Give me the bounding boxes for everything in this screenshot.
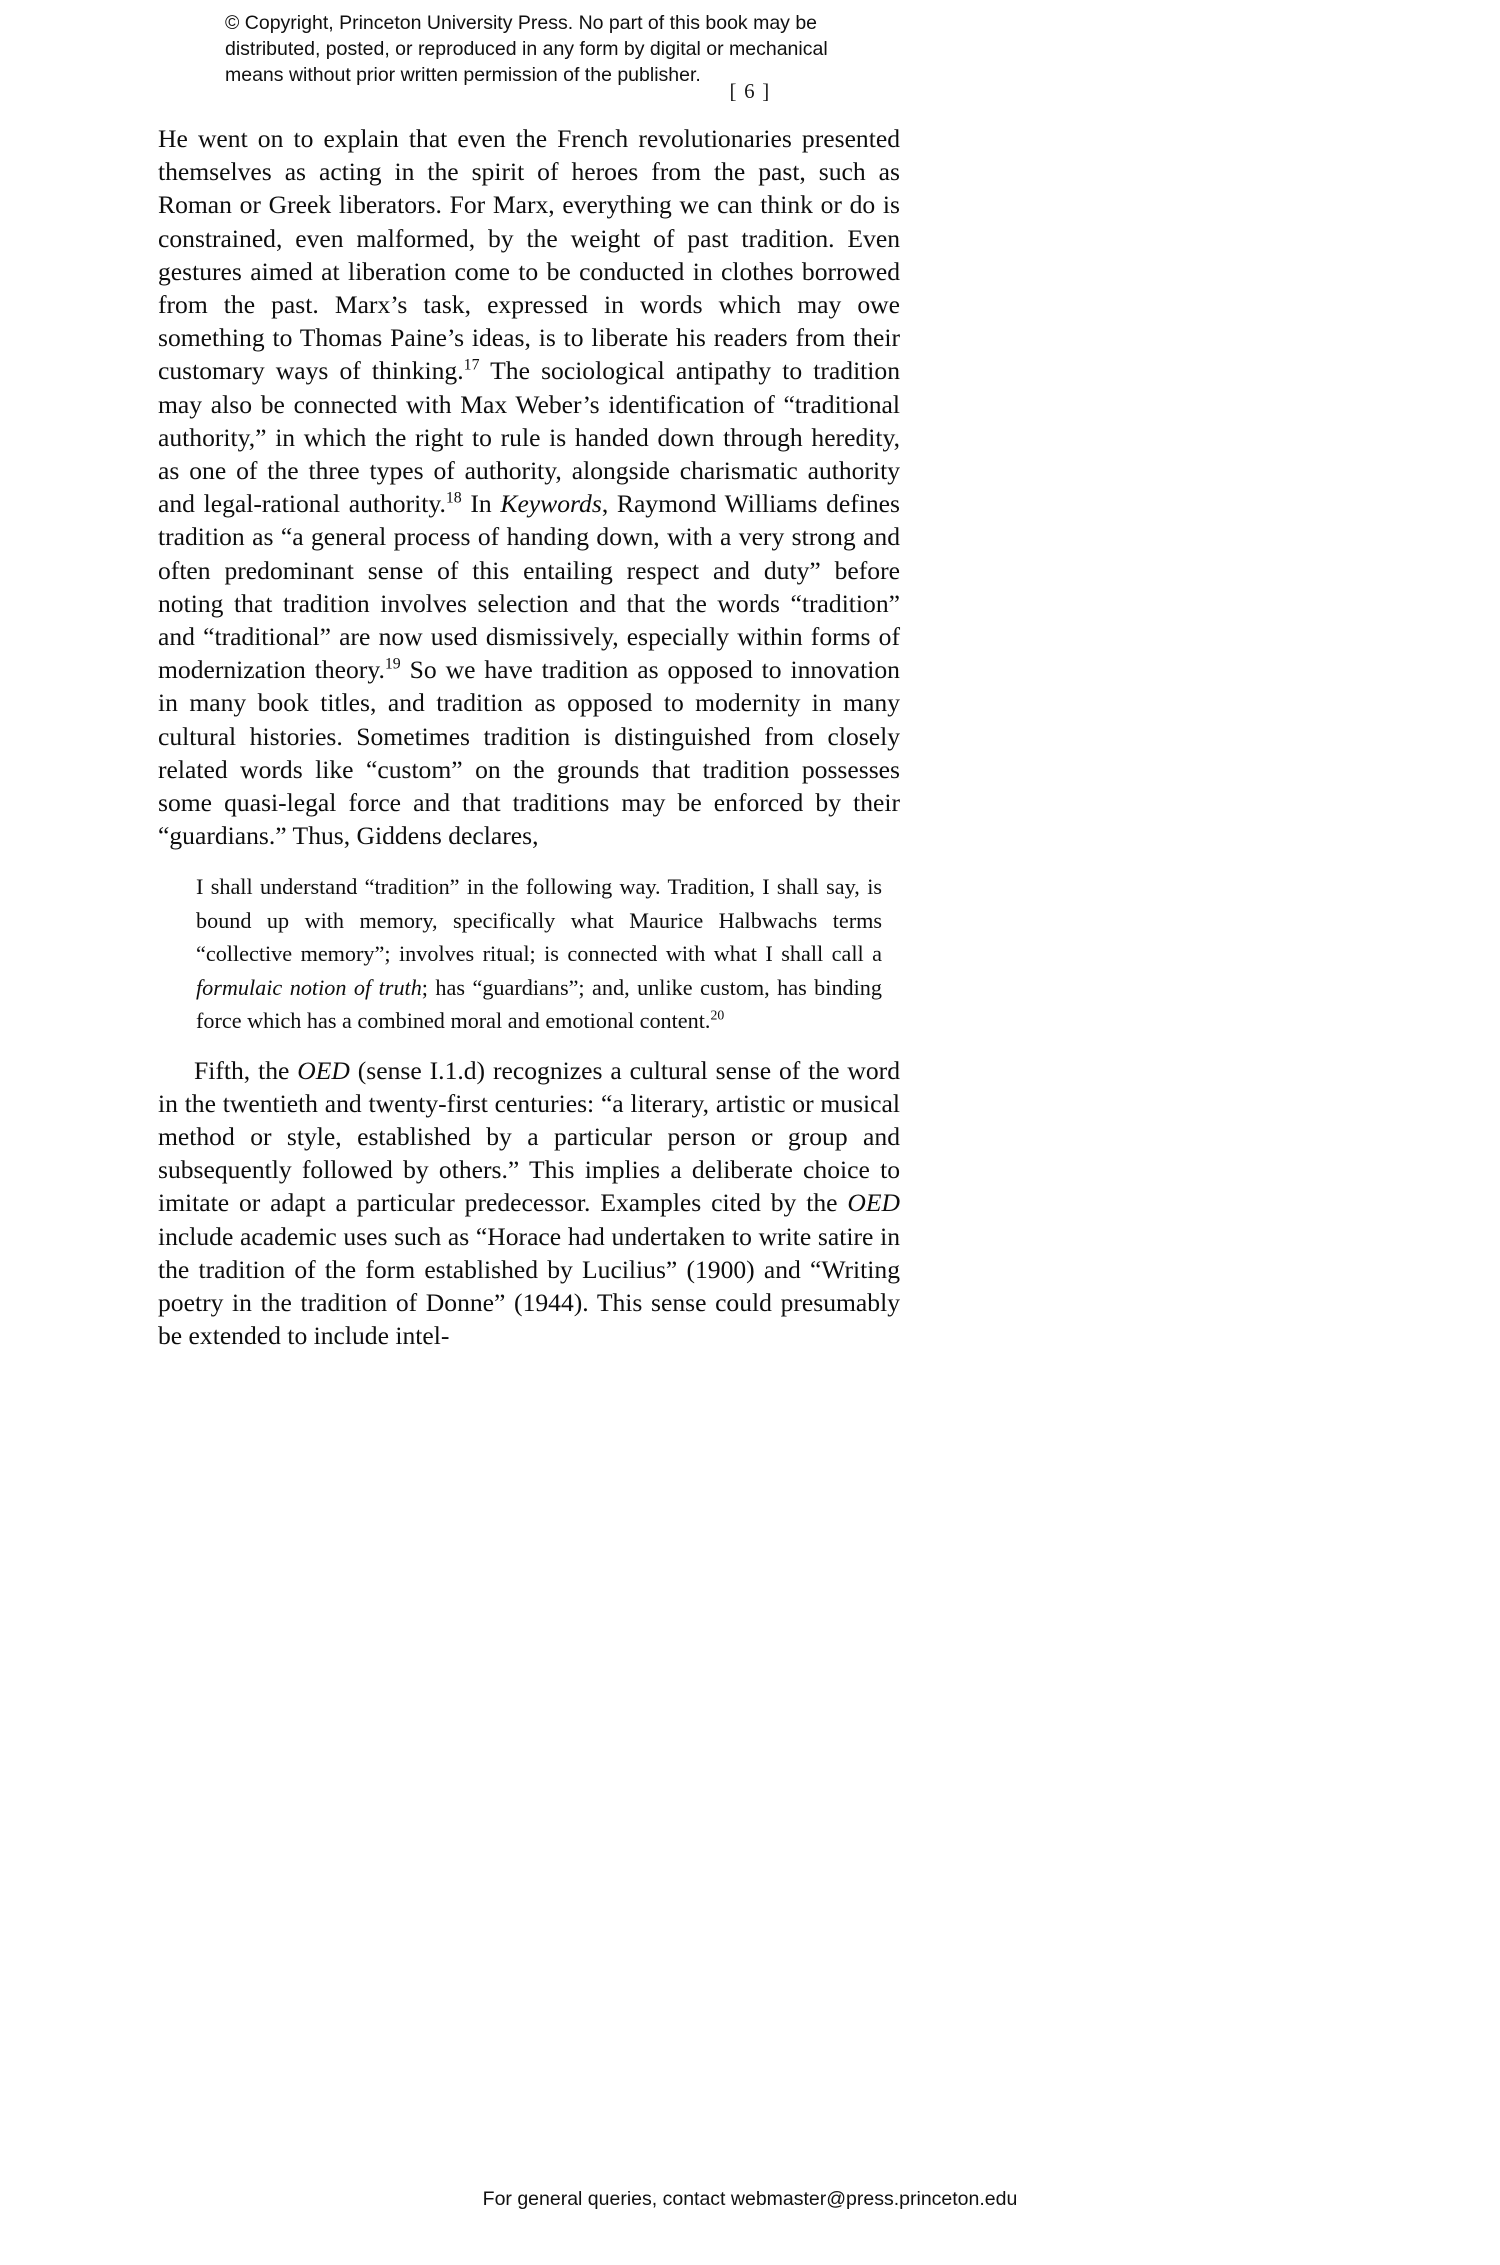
paragraph-second bbox=[158, 1054, 900, 1353]
paragraph-1-segment-3: In bbox=[461, 489, 501, 519]
copyright-line-1: © Copyright, Princeton University Press. No part of this book may be bbox=[225, 12, 818, 34]
text-block bbox=[158, 122, 900, 1352]
page-number: [ 6 ] bbox=[729, 79, 771, 103]
paragraph-1-segment-1: He went on to explain that even the French revolutionaries presented themselves as acting in the spirit of heroes from the past, such as Roman or Greek liberators. For Marx, everything we can think or do is constrained, even malformed, by the weight of past tradition. Even gestures aimed at liberation come to be conducted in clothes borrowed from the past. Marx’s task, expressed in words which may owe something to Thomas Paine’s ideas, is to liberate his readers from their customary ways of thinking. bbox=[158, 124, 900, 386]
blockquote-segment-2: ; has “guardians”; and, unlike custom, has binding force which has a combined moral and emotional content. bbox=[196, 974, 882, 1034]
footnote-marker-17: 17 bbox=[463, 356, 480, 374]
footnote-marker-18: 18 bbox=[445, 489, 462, 507]
paragraph-2-segment-3: include academic uses such as “Horace had undertaken to write satire in the tradition of the form established by Lucilius” (1900) and “Writing poetry in the tradition of Donne” (1944). This sense could presumably be extended to include intel- bbox=[158, 1221, 900, 1351]
paragraph-1-segment-5: So we have tradition as opposed to innovation in many book titles, and tradition as opposed to modernity in many cultural histories. Sometimes tradition is distinguished from closely related words like “custom” on the grounds that tradition possesses some quasi-legal force and that traditions may be enforced by their “guardians.” Thus, Giddens declares, bbox=[158, 655, 900, 851]
footnote-marker-19: 19 bbox=[384, 655, 401, 673]
block-quotation-giddens bbox=[158, 870, 882, 1037]
paragraph-1-segment-4: , Raymond Williams defines tradition as “a general process of handing down, with a very strong and often predominant sense of this entailing respect and duty” before noting that tradition involves selection and that the words “tradition” and “traditional” are now used dismissively, especially within forms of modernization theory. bbox=[158, 489, 900, 685]
paragraph-first bbox=[158, 122, 900, 852]
copyright-notice bbox=[225, 10, 985, 88]
italic-formulaic-notion-of-truth: formulaic notion of truth bbox=[196, 974, 422, 1000]
paragraph-2-segment-1: Fifth, the bbox=[194, 1055, 298, 1085]
copyright-line-2: distributed, posted, or reproduced in any form by digital or mechanical bbox=[225, 38, 828, 60]
footnote-marker-20: 20 bbox=[710, 1007, 725, 1023]
italic-keywords: Keywords bbox=[500, 489, 602, 519]
footer-queries-line: For general queries, contact webmaster@press.princeton.edu bbox=[482, 2188, 1018, 2210]
paragraph-2-segment-2: (sense I.1.d) recognizes a cultural sense of the word in the twentieth and twenty-first centuries: “a literary, artistic or musical method or style, established by a particular person or group and subsequently followed by others.” This implies a deliberate choice to imitate or adapt a particular predecessor. Examples cited by the bbox=[158, 1055, 900, 1218]
italic-oed-second: OED bbox=[847, 1188, 900, 1218]
paragraph-1-segment-2: The sociological antipathy to tradition may also be connected with Max Weber’s identification of “traditional authority,” in which the right to rule is handed down through heredity, as one of the three types of authority, alongside charismatic authority and legal-rational authority. bbox=[158, 356, 900, 519]
italic-oed-first: OED bbox=[297, 1055, 350, 1085]
blockquote-segment-1: I shall understand “tradition” in the following way. Tradition, I shall say, is bound up with memory, specifically what Maurice Halbwachs terms “collective memory”; involves ritual; is connected with what I shall call a bbox=[196, 874, 882, 967]
copyright-line-3: means without prior written permission of the publisher. bbox=[225, 64, 701, 86]
